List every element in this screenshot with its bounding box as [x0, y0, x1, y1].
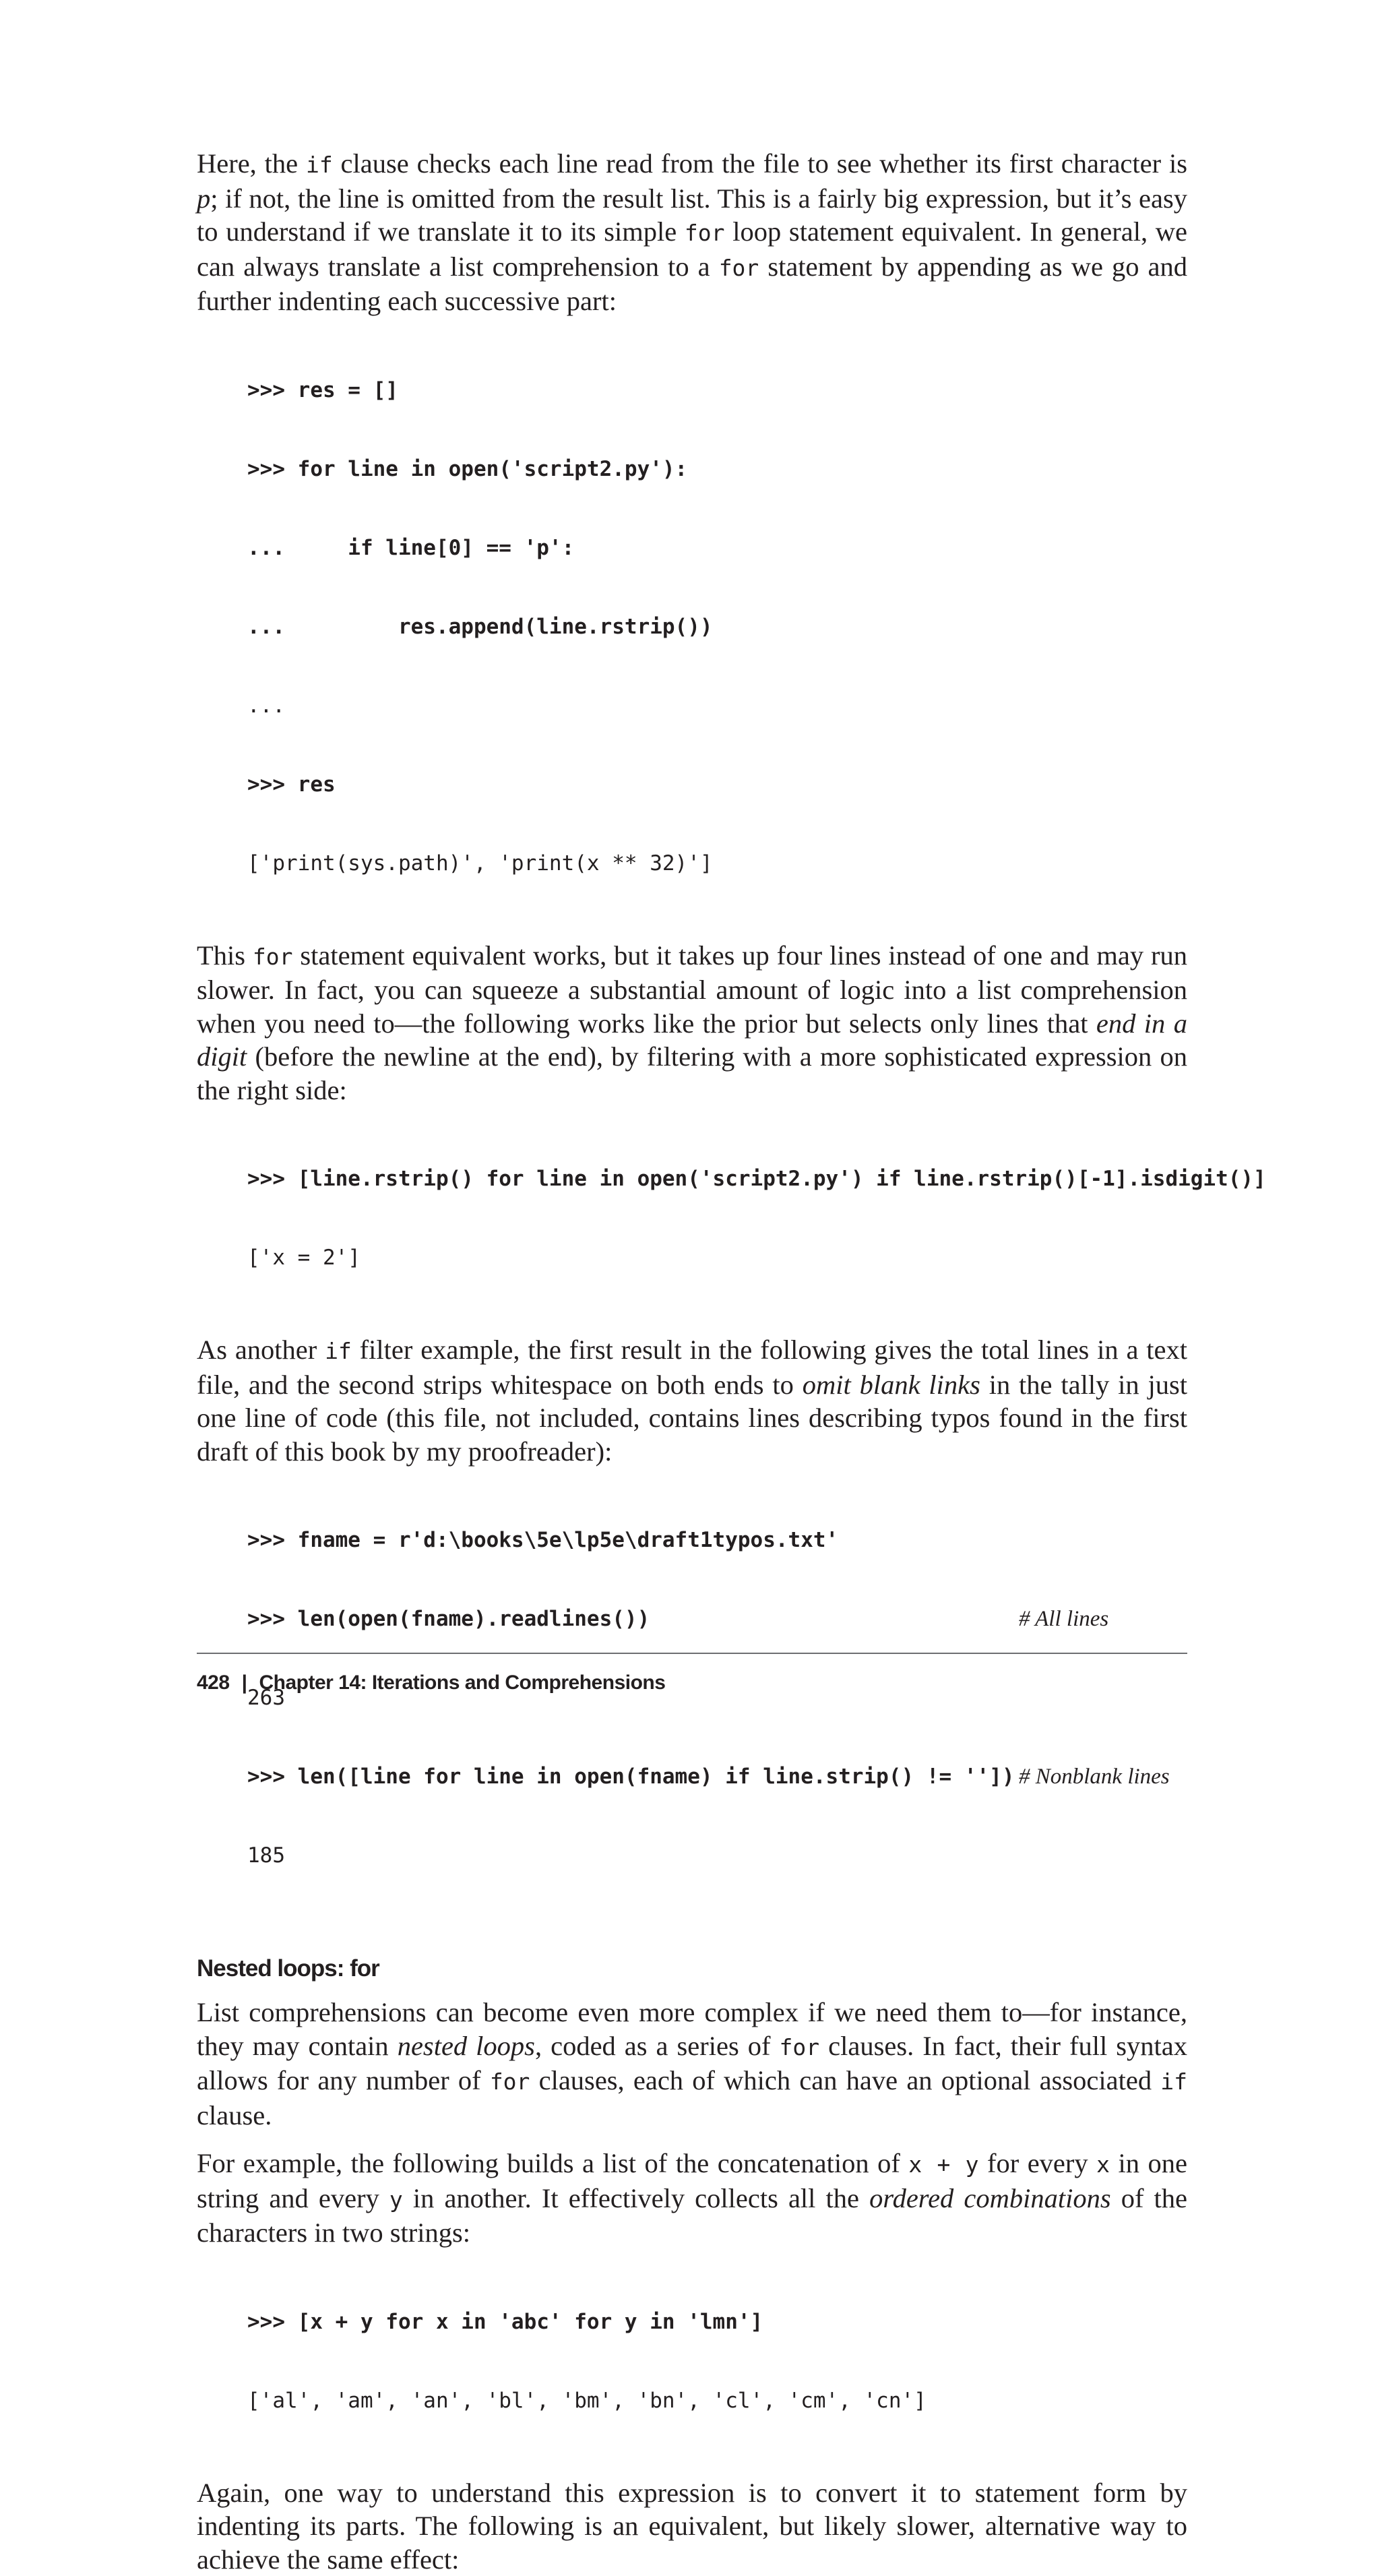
footer-text — [197, 1672, 1187, 1694]
code-comment: # Nonblank lines — [1019, 1764, 1170, 1790]
inline-code: y — [389, 2186, 403, 2213]
text: clauses. In fact, their full syntax allows for any number of — [197, 2031, 1187, 2096]
text: statement equivalent works, but it takes up four lines instead of one and may run slower. In fact, you can squeeze a substantial amount of logic into a list comprehension when you need to—the following works like the prior but selects only lines that — [197, 940, 1187, 1039]
page-footer — [197, 1653, 1187, 1694]
italic-text: nested loops — [398, 2031, 535, 2061]
code-line: >>> [x + y for x in 'abc' for y in 'lmn'] — [247, 2309, 1187, 2335]
code-output: ['print(sys.path)', 'print(x ** 32)'] — [247, 851, 1187, 877]
code-block-for-loop — [197, 325, 1187, 929]
code-line: >>> res = [] — [247, 377, 1187, 404]
paragraph-nested-loops — [197, 1996, 1187, 2132]
code-line: >>> res — [247, 772, 1187, 798]
chapter-title: Chapter 14: Iterations and Comprehensions — [259, 1672, 665, 1694]
paragraph-concatenation — [197, 2147, 1187, 2250]
inline-code: for — [490, 2068, 530, 2095]
footer-separator: | — [242, 1672, 247, 1694]
italic-text: ordered combinations — [869, 2183, 1111, 2213]
code-line-with-comment — [247, 1764, 1187, 1790]
italic-text: omit blank links — [803, 1370, 980, 1400]
code-line: ... res.append(line.rstrip()) — [247, 614, 1187, 640]
text: for every — [978, 2148, 1096, 2178]
paragraph-for-equivalent — [197, 939, 1187, 1107]
code-line: ... if line[0] == 'p': — [247, 535, 1187, 561]
text: clauses, each of which can have an optional associated — [530, 2065, 1160, 2095]
text: This — [197, 940, 253, 971]
text: in the tally in just one line of code (this file, not included, contains lines describing typos found in the first draft of this book by my proofreader): — [197, 1370, 1187, 1467]
code-block-line-counts — [197, 1475, 1187, 1922]
inline-code: for — [253, 944, 293, 970]
inline-code: x — [1096, 2151, 1110, 2178]
italic-text: p — [197, 183, 210, 214]
code-line: >>> len([line for line in open(fname) if line.strip() != '']) — [247, 1765, 1014, 1789]
text: filter example, the first result in the following gives the total lines in a text file, and the second strips whitespace on both ends to — [197, 1335, 1187, 1400]
inline-code: for — [780, 2034, 820, 2060]
code-block-combinations — [197, 2257, 1187, 2467]
text: in another. It effectively collects all the — [403, 2183, 869, 2213]
page-number: 428 — [197, 1672, 230, 1694]
code-output: ['al', 'am', 'an', 'bl', 'bm', 'bn', 'cl', 'cm', 'cn'] — [247, 2388, 1187, 2414]
code-line: >>> len(open(fname).readlines()) — [247, 1607, 650, 1631]
paragraph-if-clause — [197, 147, 1187, 318]
code-line: ... — [247, 693, 1187, 719]
page-body — [197, 147, 1187, 2576]
text: ; if not, the line is omitted from the result list. This is a fairly big expression, but it’s easy to understand if we translate it to its simple — [197, 183, 1187, 247]
inline-code: if — [306, 152, 333, 178]
code-block-digit-filter — [197, 1113, 1187, 1324]
text: statement by appending as we go and further indenting each successive part: — [197, 251, 1187, 317]
text: List comprehensions can become even more complex if we need them to—for instance, they may contain — [197, 1997, 1187, 2061]
inline-code: for — [719, 255, 759, 281]
code-output: ['x = 2'] — [247, 1245, 1187, 1271]
text: (before the newline at the end), by filtering with a more sophisticated expression on the right side: — [197, 1041, 1187, 1105]
code-line: >>> fname = r'd:\books\5e\lp5e\draft1typos.txt' — [247, 1527, 1187, 1554]
code-line: >>> [line.rstrip() for line in open('script2.py') if line.rstrip()[-1].isdigit()] — [247, 1166, 1187, 1192]
code-line: >>> for line in open('script2.py'): — [247, 456, 1187, 483]
text: As another — [197, 1335, 325, 1365]
text: loop statement equivalent. In general, we can always translate a list comprehension to a — [197, 216, 1187, 282]
text: , coded as a series of — [535, 2031, 780, 2061]
text: For example, the following builds a list of the concatenation of — [197, 2148, 908, 2178]
code-output: 263 — [247, 1685, 1187, 1711]
text: in one string and every — [197, 2148, 1187, 2213]
text: Here, the — [197, 148, 306, 179]
code-line-with-comment — [247, 1606, 1187, 1632]
italic-text: end in a digit — [197, 1008, 1187, 1072]
inline-code: if — [1160, 2068, 1187, 2095]
paragraph-if-filter — [197, 1333, 1187, 1468]
text: clause. — [197, 2100, 272, 2130]
code-comment: # All lines — [1019, 1606, 1108, 1632]
text: clause checks each line read from the file to see whether its first character is — [333, 148, 1187, 179]
section-heading: Nested loops: for — [197, 1955, 1187, 1982]
text: of the characters in two strings: — [197, 2183, 1187, 2248]
inline-code: for — [685, 220, 725, 246]
paragraph-statement-form: Again, one way to understand this expression is to convert it to statement form by indenting its parts. The following is an equivalent, but likely slower, alternative way to achieve the same effect: — [197, 2476, 1187, 2576]
inline-code: if — [325, 1338, 352, 1364]
code-output: 185 — [247, 1843, 1187, 1869]
inline-code: x + y — [908, 2151, 978, 2178]
